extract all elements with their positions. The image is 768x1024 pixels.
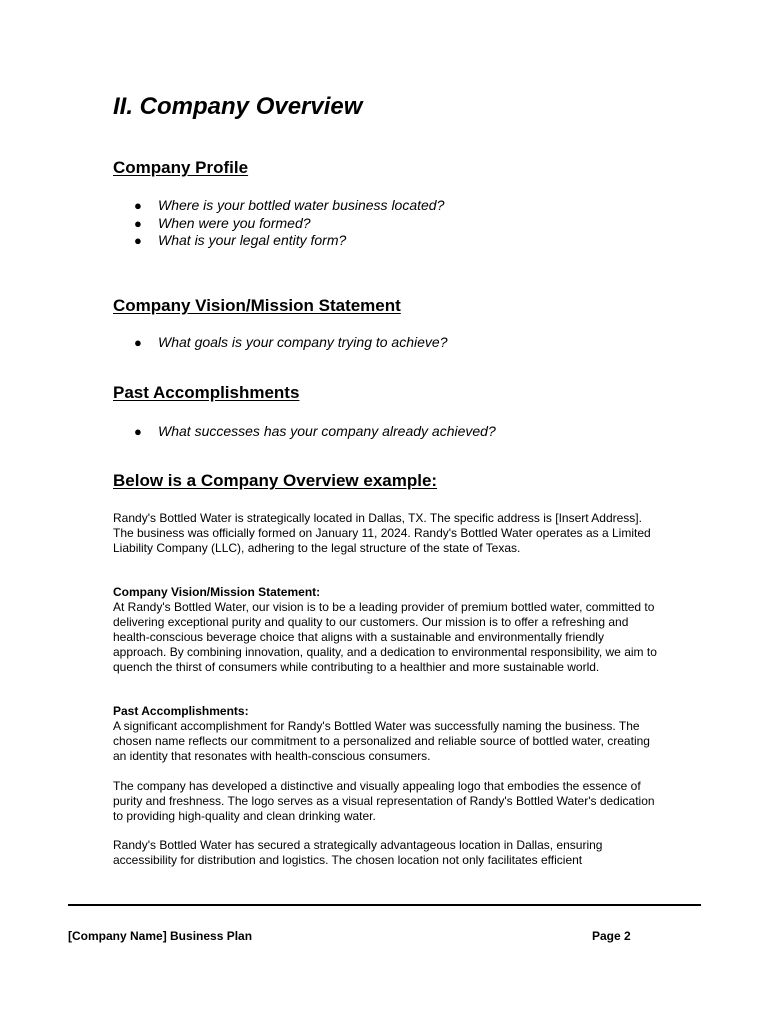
list-item xyxy=(113,232,444,250)
footer-divider xyxy=(68,904,701,906)
question-text: What is your legal entity form? xyxy=(158,232,347,248)
bullet-icon: ● xyxy=(134,215,142,231)
example-heading: Below is a Company Overview example: xyxy=(113,471,438,490)
list-item xyxy=(113,334,447,352)
vision-mission-questions xyxy=(113,334,447,352)
bullet-icon: ● xyxy=(134,424,142,439)
question-text: What goals is your company trying to achieve? xyxy=(158,334,448,350)
question-text: Where is your bottled water business located? xyxy=(158,197,445,213)
list-item xyxy=(113,423,496,441)
example-vision-block xyxy=(113,585,658,675)
bullet-icon: ● xyxy=(134,335,142,350)
past-accomplishments-questions xyxy=(113,423,496,441)
example-location-paragraph: Randy's Bottled Water has secured a strategically advantageous location in Dallas, ensuring accessibility for distribution and logistics. The chosen location not only facilitates efficient xyxy=(113,838,603,867)
vision-mission-heading: Company Vision/Mission Statement xyxy=(113,296,401,315)
company-profile-heading: Company Profile xyxy=(113,158,249,177)
bullet-icon: ● xyxy=(134,233,142,248)
example-vision-label: Company Vision/Mission Statement: xyxy=(113,585,321,599)
example-accomplishments-paragraph: A significant accomplishment for Randy's Bottled Water was successfully naming the business. The chosen name reflects our commitment to a personalized and reliable source of bottled water, creating an identity that resonates with health-conscious consumers. xyxy=(113,719,650,763)
list-item xyxy=(113,215,444,233)
company-profile-questions xyxy=(113,197,444,250)
list-item xyxy=(113,197,444,215)
example-logo-paragraph: The company has developed a distinctive and visually appealing logo that embodies the essence of purity and freshness. The logo serves as a visual representation of Randy's Bottled Water's dedication to providing high-quality and clean drinking water. xyxy=(113,779,655,823)
question-text: When were you formed? xyxy=(158,214,311,231)
example-intro-paragraph: Randy's Bottled Water is strategically located in Dallas, TX. The specific address is [Insert Address]. The business was officially formed on January 11, 2024. Randy's Bottled Water operates as a Limited Liability Company (LLC), adhering to the legal structure of the state of Texas. xyxy=(113,511,651,555)
footer-page-number: Page 2 xyxy=(592,929,631,943)
example-accomplishments-block xyxy=(113,704,658,764)
question-text: What successes has your company already achieved? xyxy=(158,423,496,439)
example-vision-paragraph: At Randy's Bottled Water, our vision is to be a leading provider of premium bottled water, committed to delivering exceptional purity and quality to our customers. Our mission is to offer a refreshing and health-conscious beverage choice that aligns with a sustainable and environmentally friendly approach. By combining innovation, quality, and a dedication to environmental responsibility, we aim to quench the thirst of consumers while contributing to a healthier and more sustainable world. xyxy=(113,600,657,674)
footer-company-name: [Company Name] Business Plan xyxy=(68,929,253,943)
bullet-icon: ● xyxy=(134,198,142,213)
example-accomplishments-label: Past Accomplishments: xyxy=(113,704,249,718)
past-accomplishments-heading: Past Accomplishments xyxy=(113,383,300,402)
page-title: II. Company Overview xyxy=(113,93,363,120)
